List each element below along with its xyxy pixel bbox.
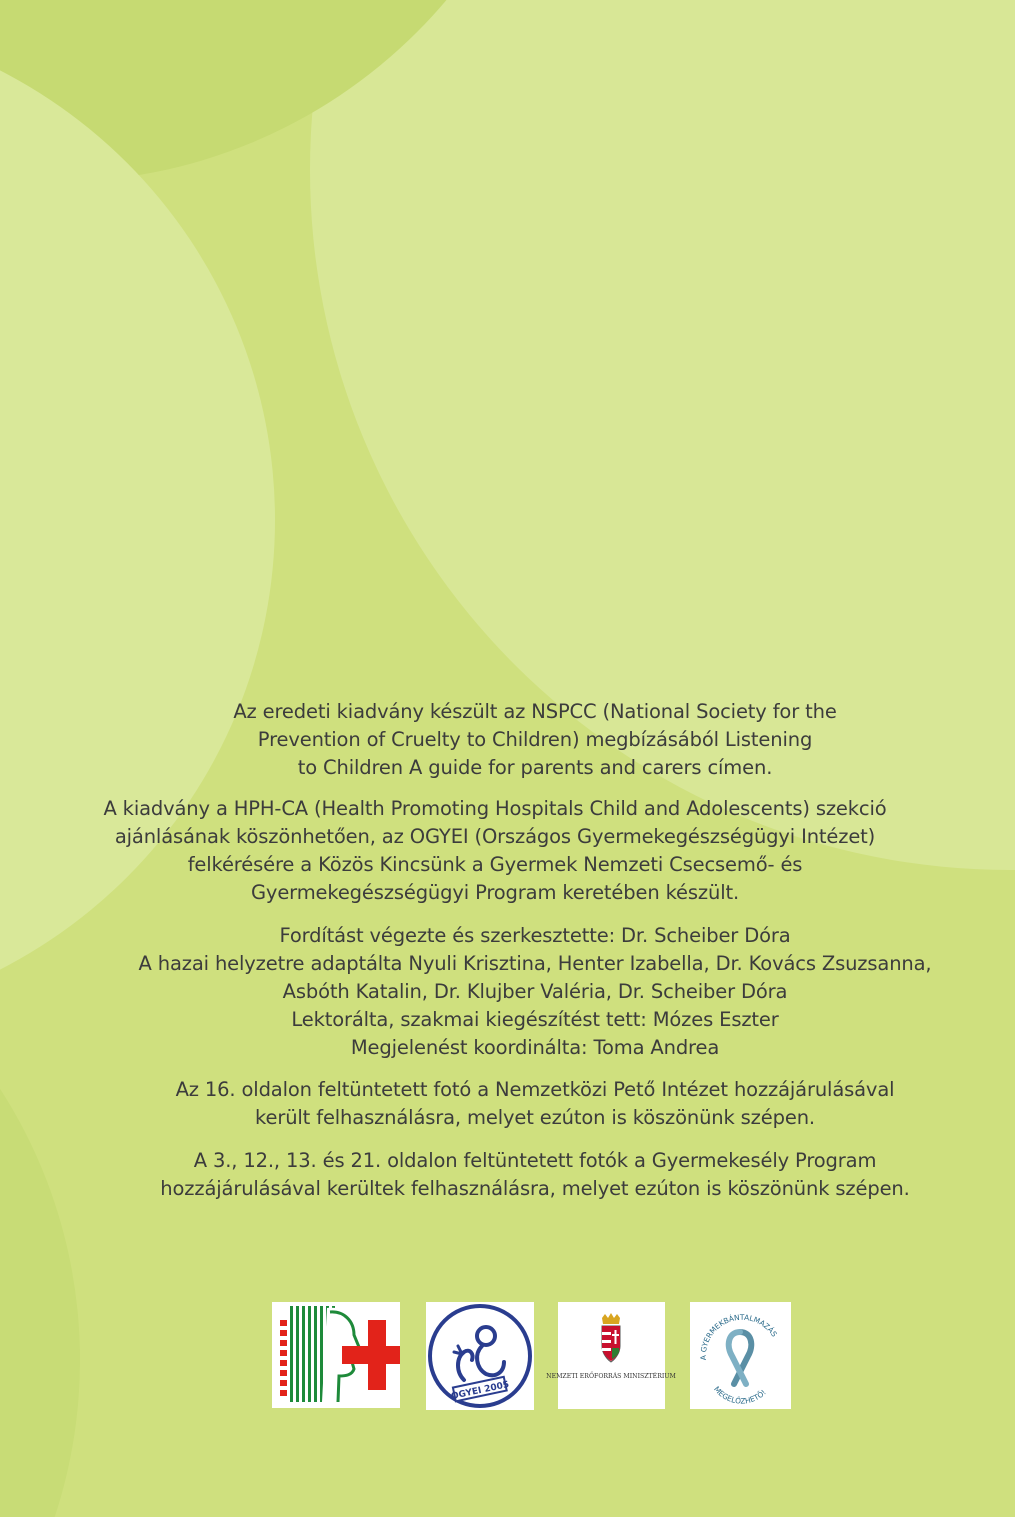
text-line: Megjelenést koordinálta: Toma Andrea [350,1036,720,1059]
text-line: to Children A guide for parents and carers címen. [297,756,773,779]
gyermekbantalmazas-logo [690,1302,791,1409]
text-line: Lektorálta, szakmai kiegészítést tett: Mózes Eszter [291,1008,779,1031]
text-line: A hazai helyzetre adaptálta Nyuli Krisztina, Henter Izabella, Dr. Kovács Zsuzsanna, [138,952,932,975]
text-line: Gyermekegészségügyi Program keretében készült. [250,881,740,904]
ogyei-logo [426,1302,534,1410]
text-line: Az eredeti kiadvány készült az NSPCC (National Society for the [233,700,837,723]
nemzeti-eroforras-logo [546,1302,676,1409]
text-line: A 3., 12., 13. és 21. oldalon feltüntetett fotók a Gyermekesély Program [193,1149,877,1172]
text-line: Asbóth Katalin, Dr. Klujber Valéria, Dr. Scheiber Dóra [282,980,788,1003]
nemzeti-eroforras-label: NEMZETI ERŐFORRÁS MINISZTÉRIUM [546,1373,676,1380]
hph-logo [272,1302,400,1408]
text-line: hozzájárulásával kerültek felhasználásra, melyet ezúton is köszönünk szépen. [160,1177,910,1200]
text-line: Az 16. oldalon feltüntetett fotó a Nemzetközi Pető Intézet hozzájárulásával [175,1078,895,1101]
text-line: felkérésére a Közös Kincsünk a Gyermek Nemzeti Csecsemő- és [187,853,803,876]
text-line: Fordítást végezte és szerkesztette: Dr. Scheiber Dóra [279,924,791,947]
svg-text:MEGELŐZHETŐ!: MEGELŐZHETŐ! [712,1384,768,1406]
text-line: Prevention of Cruelty to Children) megbízásából Listening [257,728,813,751]
svg-text:A GYERMEKBÁNTALMAZÁS: A GYERMEKBÁNTALMAZÁS [698,1312,779,1361]
text-line: A kiadvány a HPH-CA (Health Promoting Hospitals Child and Adolescents) szekció [103,797,887,820]
text-line: ajánlásának köszönhetően, az OGYEI (Országos Gyermekegészségügyi Intézet) [114,825,876,848]
ogyei-logo-label: OGYEI 2005 [450,1379,511,1403]
text-line: került felhasználásra, melyet ezúton is köszönünk szépen. [255,1106,815,1129]
